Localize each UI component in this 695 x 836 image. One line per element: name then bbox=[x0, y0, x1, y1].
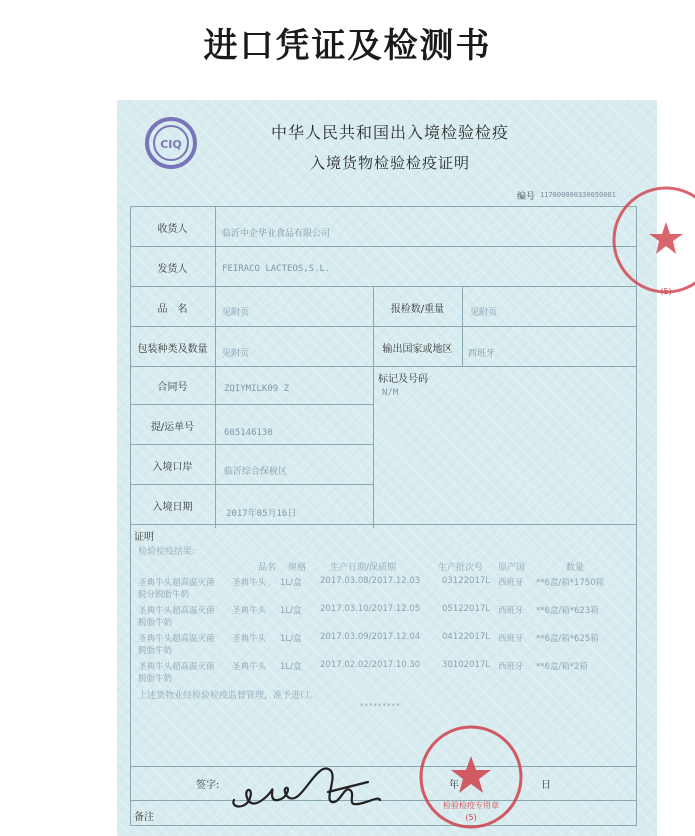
origin-value: 西班牙 bbox=[468, 349, 496, 359]
col-dates: 生产日期/保质期 bbox=[330, 563, 397, 573]
row-name: 圣典牛头超高温灭菌 bbox=[138, 662, 215, 672]
bill-of-lading-label: 提/运单号 bbox=[150, 422, 195, 433]
seal-number: (5) bbox=[465, 813, 477, 822]
col-batch: 生产批次号 bbox=[438, 563, 484, 573]
bill-of-lading-value: 605146130 bbox=[224, 428, 273, 438]
inspection-result-label: 检验检疫结果: bbox=[138, 547, 196, 557]
document-title: 入境货物检验检疫证明 bbox=[309, 154, 470, 172]
edge-seal-number: (5) bbox=[660, 287, 672, 296]
page-banner-title: 进口凭证及检测书 bbox=[203, 26, 492, 66]
logo-text: CIQ bbox=[160, 138, 182, 151]
row-origin: 西班牙 bbox=[498, 634, 524, 644]
packing-label: 包装种类及数量 bbox=[137, 344, 208, 355]
product-value: 见附页 bbox=[222, 308, 250, 318]
packing-value: 见附页 bbox=[222, 349, 250, 359]
row-qty: **6盒/箱*625箱 bbox=[536, 634, 599, 644]
entry-port-value: 临沂综合保税区 bbox=[224, 467, 288, 477]
edge-seal bbox=[608, 170, 695, 310]
row-batch: 30102017L bbox=[442, 660, 490, 670]
row-qty: **6盒/箱*1750箱 bbox=[536, 578, 605, 588]
day-label: 日 bbox=[541, 780, 551, 791]
entry-date-value: 2017年05月16日 bbox=[226, 509, 297, 519]
row-spec: 1L/盒 bbox=[280, 662, 302, 672]
entry-port-label: 入境口岸 bbox=[152, 462, 193, 473]
serial-value: 117000000330050001 bbox=[540, 191, 616, 199]
row-spec: 1L/盒 bbox=[280, 606, 302, 616]
contract-value: ZQIYMILK09 Z bbox=[224, 384, 290, 394]
col-qty: 数量 bbox=[566, 563, 585, 573]
row-dates: 2017.03.08/2017.12.03 bbox=[320, 576, 421, 586]
row-brand: 圣典牛头 bbox=[232, 606, 267, 616]
row-batch: 05122017L bbox=[442, 604, 490, 614]
col-name: 品名 bbox=[258, 563, 277, 573]
closing-statement: 上述货物业经检验检疫监督管理，准予进口。 bbox=[138, 691, 319, 701]
contract-label: 合同号 bbox=[157, 382, 188, 393]
year-label: 年 bbox=[449, 780, 459, 791]
product-label: 品 名 bbox=[157, 304, 188, 315]
row-dates: 2017.02.02/2017.10.30 bbox=[320, 660, 421, 670]
serial-label: 编号 bbox=[517, 192, 536, 202]
row-qty: **6盒/箱*2箱 bbox=[536, 662, 588, 672]
row-name-line2: 脱脂牛奶 bbox=[138, 646, 173, 656]
row-qty: **6盒/箱*623箱 bbox=[536, 606, 599, 616]
remarks-label: 备注 bbox=[134, 812, 154, 823]
row-dates: 2017.03.09/2017.12.04 bbox=[320, 632, 421, 642]
row-spec: 1L/盒 bbox=[280, 578, 302, 588]
entry-date-label: 入境日期 bbox=[152, 502, 193, 513]
row-batch: 03122017L bbox=[442, 576, 490, 586]
signature-label: 签字: bbox=[196, 780, 220, 791]
row-name-line2: 脱脂牛奶 bbox=[138, 674, 173, 684]
row-name: 圣典牛头超高温灭菌 bbox=[138, 634, 215, 644]
seal-bottom-text: 检验检疫专用章 bbox=[443, 801, 499, 810]
marks-label: 标记及号码 bbox=[378, 374, 428, 385]
row-name: 圣典牛头超高温灭菌 bbox=[138, 606, 215, 616]
row-spec: 1L/盒 bbox=[280, 634, 302, 644]
issuing-authority: 中华人民共和国出入境检验检疫 bbox=[270, 123, 509, 142]
row-brand: 圣典牛头 bbox=[232, 578, 267, 588]
declared-qty-value: 见附页 bbox=[470, 308, 498, 318]
end-marker: ********* bbox=[360, 702, 401, 710]
row-origin: 西班牙 bbox=[498, 662, 524, 672]
row-name-line2: 脱分脱脂牛奶 bbox=[138, 590, 190, 600]
consignee-label: 收货人 bbox=[157, 224, 188, 235]
row-origin: 西班牙 bbox=[498, 578, 524, 588]
official-seal bbox=[418, 724, 524, 830]
marks-value: N/M bbox=[382, 388, 399, 398]
row-brand: 圣典牛头 bbox=[232, 634, 267, 644]
consignor-value: FEIRACO LACTEOS,S.L. bbox=[222, 264, 331, 274]
certificate-section-title: 证明 bbox=[134, 532, 154, 543]
row-name: 圣典牛头超高温灭菌 bbox=[138, 578, 215, 588]
handwritten-signature bbox=[228, 756, 388, 812]
col-spec: 规格 bbox=[288, 563, 307, 573]
declared-qty-label: 报检数/重量 bbox=[390, 304, 445, 315]
row-origin: 西班牙 bbox=[498, 606, 524, 616]
row-dates: 2017.03.10/2017.12.05 bbox=[320, 604, 421, 614]
origin-label: 输出国家或地区 bbox=[382, 344, 453, 355]
ciq-logo bbox=[145, 117, 197, 169]
row-batch: 04122017L bbox=[442, 632, 490, 642]
row-brand: 圣典牛头 bbox=[232, 662, 267, 672]
consignee-value: 临沂中企华业食品有限公司 bbox=[222, 229, 331, 239]
col-origin: 原产国 bbox=[498, 563, 526, 573]
consignor-label: 发货人 bbox=[157, 264, 188, 275]
form-grid bbox=[130, 206, 637, 826]
row-name-line2: 脱脂牛奶 bbox=[138, 618, 173, 628]
